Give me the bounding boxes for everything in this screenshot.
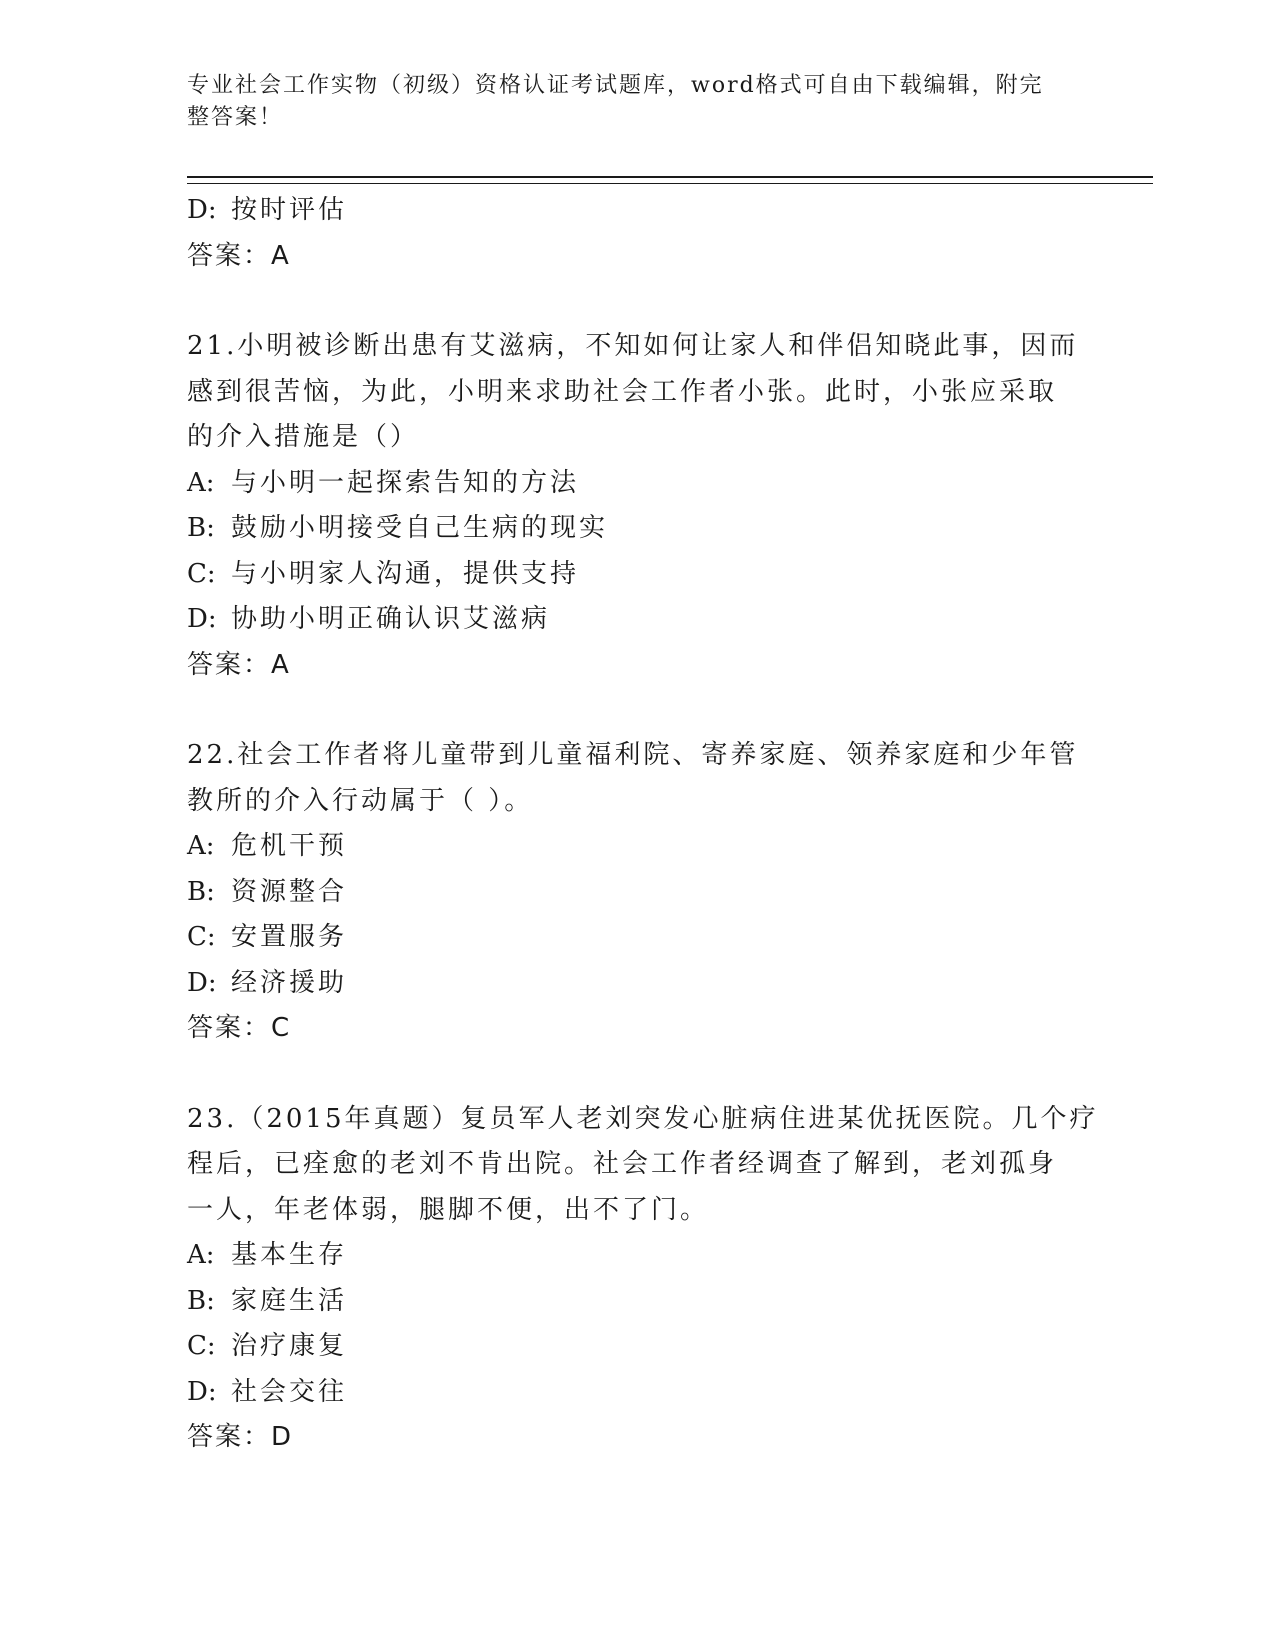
option-letter: D:: [187, 967, 217, 998]
option-a: [187, 1233, 1087, 1279]
option-d: [187, 961, 1087, 1007]
document-body: [187, 188, 1099, 1461]
option-letter: D:: [187, 1376, 217, 1407]
option-letter: B:: [187, 513, 215, 543]
option-a: [187, 824, 1087, 870]
option-text: 经济援助: [231, 967, 348, 998]
question-21: [187, 324, 1087, 688]
option-text: 基本生存: [231, 1240, 348, 1270]
option-letter: A:: [187, 467, 215, 498]
header-line-1: 专业社会工作实物（初级）资格认证考试题库，word格式可自由下载编辑，附完: [187, 73, 1044, 98]
option-letter: A:: [187, 831, 215, 861]
option-a: [187, 461, 1087, 507]
option-text: 按时评估: [231, 195, 348, 225]
option-text: 治疗康复: [231, 1331, 348, 1361]
page-header: [187, 70, 1067, 134]
option-text: 协助小明正确认识艾滋病: [231, 604, 551, 634]
option-text: 社会交往: [231, 1376, 348, 1407]
option-text: 鼓励小明接受自己生病的现实: [231, 513, 609, 543]
question-stem-line: 21.小明被诊断出患有艾滋病，不知如何让家人和伴侣知晓此事，因而: [187, 331, 1079, 361]
question-stem-line: 一人，年老体弱，腿脚不便，出不了门。: [187, 1194, 710, 1225]
option-text: 安置服务: [231, 922, 348, 952]
prev-answer: 答案：A: [187, 240, 291, 271]
option-d: [187, 1370, 1087, 1416]
option-letter: C:: [187, 1331, 216, 1361]
answer-line: 答案：C: [187, 1013, 292, 1043]
option-text: 资源整合: [231, 876, 348, 907]
option-text: 家庭生活: [231, 1285, 348, 1316]
answer-line: 答案：D: [187, 1422, 294, 1452]
answer-line: 答案：A: [187, 649, 291, 680]
option-letter: A:: [187, 1240, 215, 1270]
option-letter: B:: [187, 876, 215, 907]
prev-option-d: [187, 188, 1087, 234]
option-letter: B:: [187, 1285, 215, 1316]
question-23: [187, 1097, 1099, 1461]
option-letter: D:: [187, 195, 217, 225]
question-stem-line: 22.社会工作者将儿童带到儿童福利院、寄养家庭、领养家庭和少年管: [187, 740, 1079, 770]
option-c: [187, 552, 1087, 598]
option-text: 与小明家人沟通，提供支持: [231, 558, 580, 589]
option-b: [187, 870, 1087, 916]
option-letter: C:: [187, 922, 216, 952]
option-c: [187, 915, 1087, 961]
option-letter: C:: [187, 558, 216, 589]
question-22: [187, 733, 1087, 1052]
option-b: [187, 506, 1087, 552]
option-b: [187, 1279, 1087, 1325]
header-divider: [187, 176, 1153, 184]
option-text: 危机干预: [231, 831, 348, 861]
option-c: [187, 1324, 1087, 1370]
header-line-2: 整答案！: [187, 105, 284, 130]
question-stem-line: 感到很苦恼，为此，小明来求助社会工作者小张。此时，小张应采取: [187, 376, 1058, 407]
option-text: 与小明一起探索告知的方法: [231, 467, 580, 498]
option-d: [187, 597, 1087, 643]
question-stem-line: 程后，已痊愈的老刘不肯出院。社会工作者经调查了解到，老刘孤身: [187, 1149, 1058, 1179]
question-stem-line: 教所的介入行动属于（ ）。: [187, 785, 534, 816]
option-letter: D:: [187, 604, 217, 634]
question-stem-line: 的介入措施是（）: [187, 422, 420, 452]
question-stem-line: 23.（2015年真题）复员军人老刘突发心脏病住进某优抚医院。几个疗: [187, 1103, 1099, 1134]
